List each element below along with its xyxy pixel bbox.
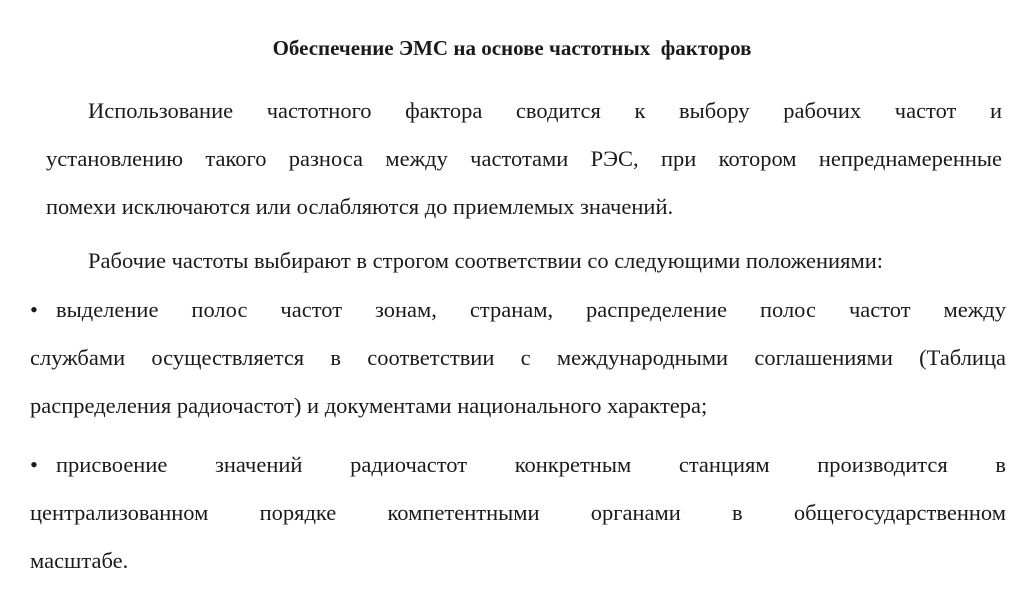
bullet-first-line [30,296,1006,344]
bullet-first-line [30,451,1006,499]
bullet-line-text: централизованном порядке компетентными органами в общегосударственном [30,500,1006,525]
paragraph-line: помехи исключаются или ослабляются до приемлемых значений. [46,194,674,219]
bullet-line-text: службами осуществляется в соответствии с международными соглашениями (Таблица [30,345,1006,370]
bullet-line-text: выделение полос частот зонам, странам, распределение полос частот между [56,297,1006,322]
bullet-item-assignment [30,451,1006,595]
bullet-icon: • [30,452,38,477]
bullet-icon: • [30,297,38,322]
paragraph-frequency-factor [46,97,1002,241]
paragraph-line: Рабочие частоты выбирают в строгом соответствии со следующими положениями: [88,248,883,273]
page-title: Обеспечение ЭМС на основе частотных факторов [272,36,752,60]
paragraph-line: Использование частотного фактора сводится к выбору рабочих частот и [88,98,1002,123]
paragraph-provisions-intro [88,247,1008,295]
bullet-line-text: масштабе. [30,548,129,573]
bullet-line-text: распределения радиочастот) и документами национального характера; [30,393,708,418]
bullet-item-allocation [30,296,1006,440]
bullet-line-text: присвоение значений радиочастот конкретным станциям производится в [56,452,1006,477]
paragraph-line: установлению такого разноса между частотами РЭС, при котором непреднамеренные [46,146,1002,171]
